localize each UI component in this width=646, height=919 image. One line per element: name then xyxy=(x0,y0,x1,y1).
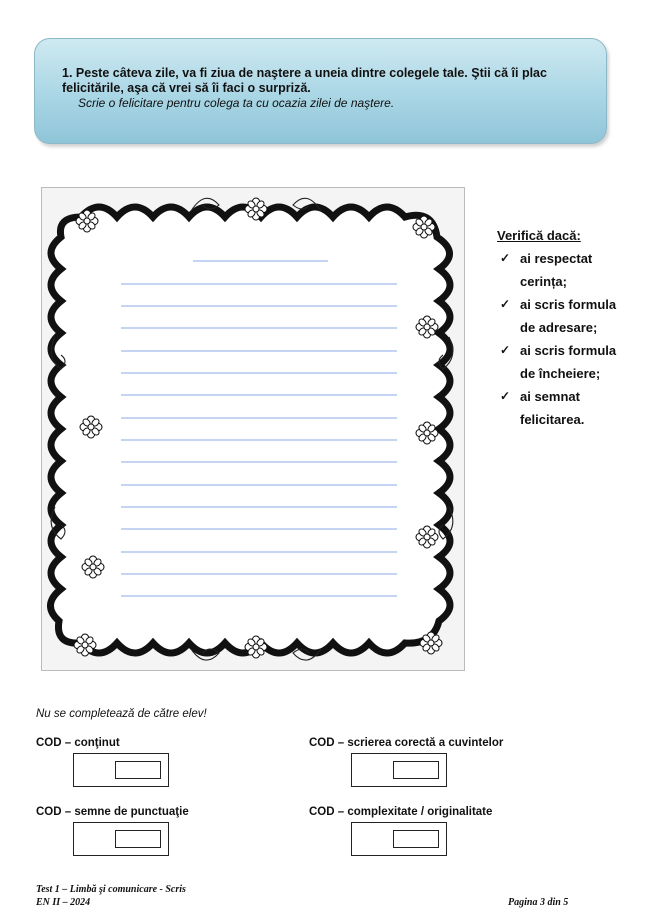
checklist-item xyxy=(497,247,627,293)
checklist xyxy=(497,228,627,431)
footer-page-number: Pagina 3 din 5 xyxy=(508,897,569,908)
cod-content-label: COD – conţinut xyxy=(36,737,120,749)
checklist-title: Verifică dacă: xyxy=(497,228,581,243)
greeting-card-frame xyxy=(41,187,465,671)
footer-left xyxy=(36,883,186,909)
cod-punctuation-box xyxy=(73,822,169,856)
checklist-item-label: ai scris formula de adresare; xyxy=(520,297,617,335)
task-statement xyxy=(62,66,584,96)
checkmark-icon: ✓ xyxy=(500,389,511,403)
cod-originality-box xyxy=(351,822,447,856)
cod-content-field[interactable] xyxy=(115,761,161,779)
checkmark-icon: ✓ xyxy=(500,297,511,311)
cod-punctuation-label: COD – semne de punctuaţie xyxy=(36,806,189,818)
cod-spelling-field[interactable] xyxy=(393,761,439,779)
checkmark-icon: ✓ xyxy=(500,251,511,265)
cod-spelling-box xyxy=(351,753,447,787)
footer-test-title: Test 1 – Limbă şi comunicare - Scris xyxy=(36,884,186,895)
cod-originality-field[interactable] xyxy=(393,830,439,848)
cod-originality-label: COD – complexitate / originalitate xyxy=(309,806,493,818)
checklist-item xyxy=(497,339,627,385)
task-box xyxy=(34,38,607,144)
checkmark-icon: ✓ xyxy=(500,343,511,357)
checklist-item-label: ai scris formula de încheiere; xyxy=(520,343,617,381)
task-number: 1. xyxy=(62,66,73,80)
task-instruction: Scrie o felicitare pentru colega ta cu ocazia zilei de naştere. xyxy=(78,96,395,110)
cod-content-box xyxy=(73,753,169,787)
checklist-item-label: ai semnat felicitarea. xyxy=(520,389,585,427)
checklist-item-label: ai respectat cerința; xyxy=(520,251,593,289)
footer-exam-name: EN II – 2024 xyxy=(36,897,91,908)
cod-punctuation-field[interactable] xyxy=(115,830,161,848)
checklist-item xyxy=(497,385,627,431)
cod-spelling-label: COD – scrierea corectă a cuvintelor xyxy=(309,737,504,749)
grading-note: Nu se completează de către elev! xyxy=(36,708,207,720)
task-text: Peste câteva zile, va fi ziua de naştere a uneia dintre colegele tale. Ştii că îi plac felicitările, aşa că vrei să îi faci o surpriză. xyxy=(62,66,547,95)
checklist-item xyxy=(497,293,627,339)
